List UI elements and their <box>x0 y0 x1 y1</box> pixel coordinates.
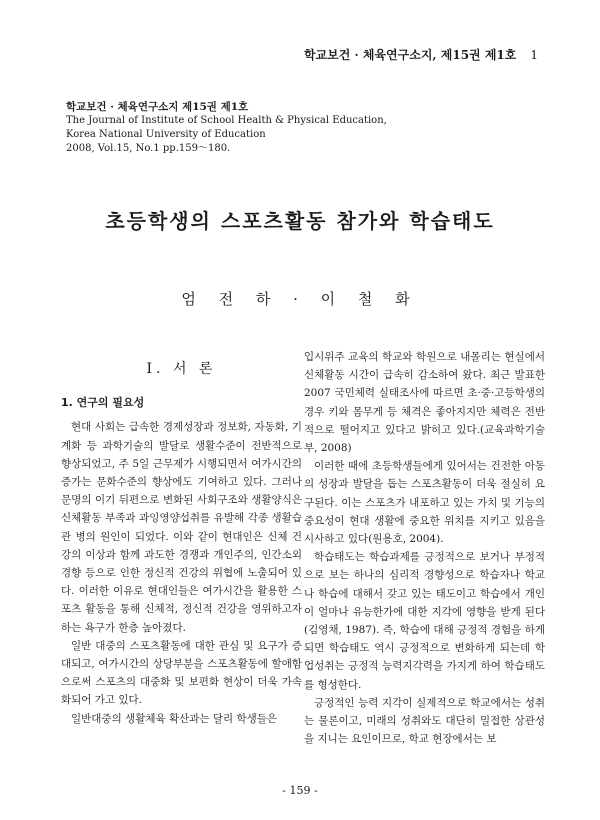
journal-citation: 2008, Vol.15, No.1 pp.159～180. <box>66 143 231 154</box>
body-paragraph: 학습태도는 학습과제를 긍정적으로 보거나 부정적으로 보는 하나의 심리적 경향성으로 학습자나 학교나 학습에 대해서 갖고 있는 태도이고 학습에서 개인이 얼마나 유능한가에 대한 지각에 영향을 받게 된다(김영채, 1987). 즉, 학습에 대해 긍정적 경험을 하게 되면 학습태도 역시 긍정적으로 변화하게 되는데 학업성취는 긍정적 능력지각력을 가지게 하여 학습태도를 형성한다. <box>304 551 545 691</box>
section-heading: Ⅰ. 서 론 <box>146 361 217 377</box>
body-paragraph: 입시위주 교육의 학교와 학원으로 내몰리는 현실에서 신체활동 시간이 급속히 감소하여 왔다. 최근 발표한 2007 국민체력 실태조사에 따르면 초·중·고등학생의 경우 키와 몸무게 등 체격은 좋아지지만 체력은 전반적으로 떨어지고 있다고 밝히고 있다.(교육과학기술부, 2008) <box>304 351 545 455</box>
body-paragraph: 긍정적인 능력 지각이 실제적으로 학교에서는 성취는 물론이고, 미래의 성취와도 대단히 밀접한 상관성을 지니는 요인이므로, 학교 현장에서는 보 <box>304 696 545 746</box>
running-head-page-number: 1 <box>530 48 538 62</box>
paper-authors: 엄 전 하 · 이 철 화 <box>181 290 419 308</box>
journal-university: Korea National University of Education <box>66 129 266 140</box>
body-paragraph: 이러한 때에 초등학생들에게 있어서는 건전한 아동의 성장과 발달을 돕는 스포츠활동이 더욱 절실히 요구된다. 이는 스포츠가 내포하고 있는 가치 및 기능의 중요성이 현대 생활에 중요한 위치를 지키고 있음을 시사하고 있다(원용호, 2004). <box>304 460 545 546</box>
body-paragraph: 일반 대중의 스포츠활동에 대한 관심 및 요구가 증대되고, 여가시간의 상당부분을 스포츠활동에 할애함으로써 스포츠의 대중화 및 보편화 현상이 더욱 가속화되어 가고 있다. <box>61 639 302 707</box>
paper-title: 초등학생의 스포츠활동 참가와 학습태도 <box>105 209 495 233</box>
left-column <box>61 360 302 728</box>
page-folio: - 159 - <box>282 784 318 797</box>
running-head-journal: 학교보건 · 체육연구소지, 제15권 제1호 <box>303 48 517 62</box>
body-paragraph: 현대 사회는 급속한 경제성장과 정보화, 자동화, 기계화 등 과학기술의 발달로 생활수준이 전반적으로 향상되었고, 주 5일 근무제가 시행되면서 여가시간의 증가는 문화수준의 향상에도 기여하고 있다. 그러나 문명의 이기 뒤편으로 변화된 사회구조와 생활양식은 신체활동 부족과 과잉영양섭취를 유발해 각종 생활습관 병의 원인이 되었다. 이와 같이 현대인은 신체 건강의 이상과 함께 과도한 경쟁과 개인주의, 인간소외 경향 등으로 인한 정신적 건강의 위협에 노출되어 있다. 이러한 이유로 현대인들은 여가시간을 활용한 스포츠 활동을 통해 신체적, 정신적 건강을 영위하고자하는 욕구가 한층 높아졌다. <box>61 421 302 634</box>
body-paragraph: 일반대중의 생활체육 확산과는 달리 학생들은 <box>71 712 278 725</box>
journal-korean-name: 학교보건 · 체육연구소지 제15권 제1호 <box>66 101 249 113</box>
running-head <box>304 46 538 63</box>
journal-english-name: The Journal of Institute of School Health & Physical Education, <box>66 115 387 126</box>
journal-info <box>66 100 387 156</box>
right-column <box>304 348 545 748</box>
subsection-heading: 1. 연구의 필요성 <box>61 396 145 410</box>
